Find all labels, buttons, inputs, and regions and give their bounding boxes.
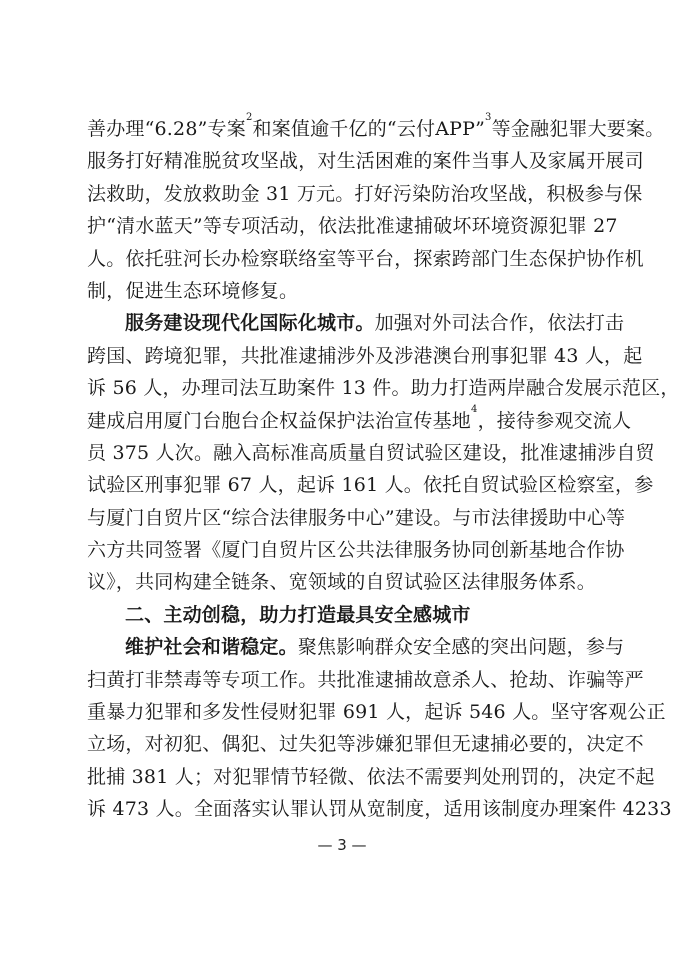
footnote-ref: 3 xyxy=(485,112,492,123)
text-line: 立场，对初犯、偶犯、过失犯等涉嫌犯罪但无逮捕必要的，决定不 xyxy=(87,733,644,756)
text-line: 与厦门自贸片区“综合法律服务中心”建设。与市法律援助中心等 xyxy=(87,506,626,529)
text-line: 善办理“6.28”专案$^2$和案值逾千亿的“云付APP”$^3$等金融犯罪大要案。 xyxy=(87,112,665,140)
body-text xyxy=(87,112,680,826)
text-line: 建成启用厦门台胞台企权益保护法治宣传基地$^4$，接待参观交流人 xyxy=(87,403,632,432)
text-line: 法救助，发放救助金 31 万元。打好污染防治攻坚战，积极参与保 xyxy=(87,182,643,205)
text-line: 议》，共同构建全链条、宽领域的自贸试验区法律服务体系。 xyxy=(87,571,596,594)
section-heading: 二、主动创稳，助力打造最具安全感城市 xyxy=(125,603,471,626)
footnote-ref: 4 xyxy=(471,403,478,415)
paragraph-lead: 维护社会和谐稳定。 xyxy=(125,636,298,659)
text-line: 人。依托驻河长办检察联络室等平台，探索跨部门生态保护协作机 xyxy=(87,247,644,270)
text-line: 六方共同签署《厦门自贸片区公共法律服务协同创新基地合作协 xyxy=(87,539,625,562)
paragraph-start: 维护社会和谐稳定。聚焦影响群众安全感的突出问题，参与 xyxy=(125,636,625,659)
text-line: 批捕 381 人；对犯罪情节轻微、依法不需要判处刑罚的，决定不起 xyxy=(87,765,655,788)
page-number: — 3 — xyxy=(317,836,367,854)
paragraph-lead: 服务建设现代化国际化城市。 xyxy=(125,312,375,335)
text-line: 扫黄打非禁毒等专项工作。共批准逮捕故意杀人、抢劫、诈骗等严 xyxy=(87,668,644,691)
text-line: 重暴力犯罪和多发性侵财犯罪 691 人，起诉 546 人。坚守客观公正 xyxy=(87,701,666,724)
footnote-ref: 2 xyxy=(245,112,253,123)
text-line: 诉 473 人。全面落实认罪认罚从宽制度，适用该制度办理案件 4233 xyxy=(87,798,672,821)
text-line: 诉 56 人，办理司法互助案件 13 件。助力打造两岸融合发展示范区， xyxy=(87,377,680,400)
text-line: 护“清水蓝天”等专项活动，依法批准逮捕破坏环境资源犯罪 27 xyxy=(87,215,618,238)
paragraph-start: 服务建设现代化国际化城市。加强对外司法合作，依法打击 xyxy=(125,312,625,335)
text-line: 服务打好精准脱贫攻坚战，对生活困难的案件当事人及家属开展司 xyxy=(87,150,644,173)
text-line: 试验区刑事犯罪 67 人，起诉 161 人。依托自贸试验区检察室，参 xyxy=(87,474,654,497)
text-line: 制，促进生态环境修复。 xyxy=(87,279,299,302)
text-line: 跨国、跨境犯罪，共批准逮捕涉外及涉港澳台刑事犯罪 43 人，起 xyxy=(87,344,643,367)
text-line: 员 375 人次。融入高标准高质量自贸试验区建设，批准逮捕涉自贸 xyxy=(87,441,655,464)
